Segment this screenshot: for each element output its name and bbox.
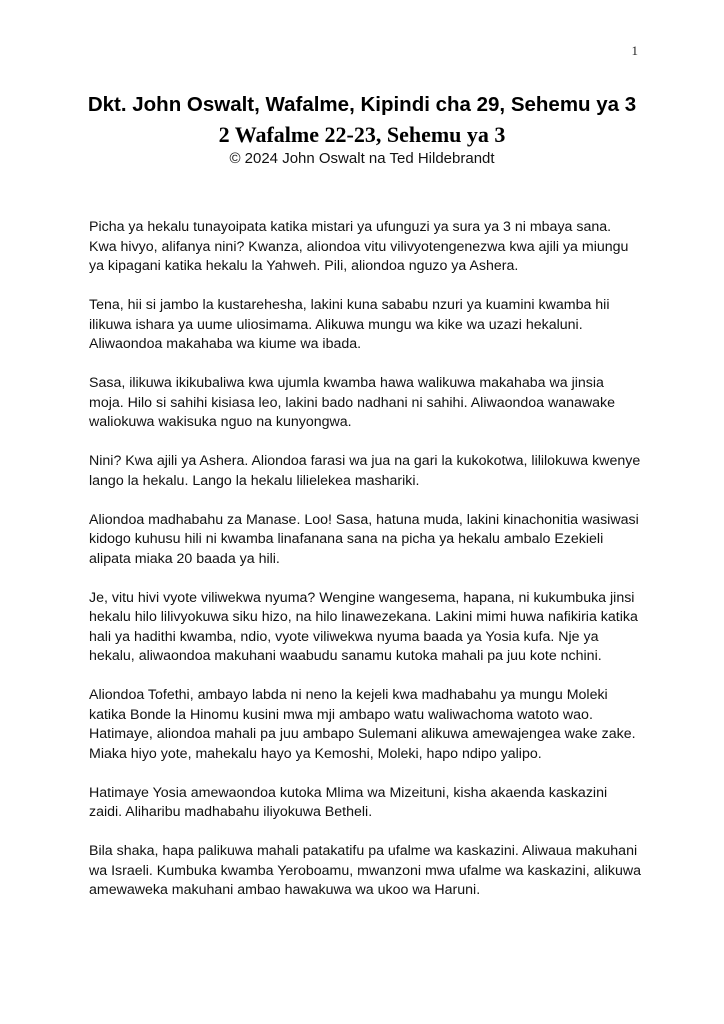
copyright-line: © 2024 John Oswalt na Ted Hildebrandt — [229, 150, 495, 167]
paragraph: Hatimaye Yosia amewaondoa kutoka Mlima wa Mizeituni, kisha akaenda kaskazini zaidi. Aliharibu madhabahu iliyokuwa Betheli. — [89, 784, 608, 820]
paragraph: Aliondoa madhabahu za Manase. Loo! Sasa, hatuna muda, lakini kinachonitia wasiwasi kidogo kuhusu hili ni kwamba linafanana sana na picha ya hekalu ambalo Ezekieli alipata miaka 20 baada ya hili. — [89, 511, 639, 567]
paragraph: Sasa, ilikuwa ikikubaliwa kwa ujumla kwamba hawa walikuwa makahaba wa jinsia moja. Hilo si sahihi kisiasa leo, lakini bado nadhani ni sahihi. Aliwaondoa wanawake waliokuwa wakisuka nguo na kunyongwa. — [89, 375, 616, 430]
document-title: Dkt. John Oswalt, Wafalme, Kipindi cha 29, Sehemu ya 3 — [87, 93, 637, 116]
document-subtitle: 2 Wafalme 22-23, Sehemu ya 3 — [218, 122, 506, 147]
page-number: 1 — [631, 43, 638, 58]
document-body — [89, 218, 641, 920]
paragraph: Aliondoa Tofethi, ambayo labda ni neno la kejeli kwa madhabahu ya mungu Moleki katika Bonde la Hinomu kusini mwa mji ambapo watu waliwachoma watoto wao. Hatimaye, aliondoa mahali pa juu ambapo Sulemani alikuwa amewajengea wake zake. Miaka hiyo yote, mahekalu hayo ya Kemoshi, Moleki, hapo ndipo yalipo. — [89, 687, 636, 762]
paragraph: Picha ya hekalu tunayoipata katika mistari ya ufunguzi ya sura ya 3 ni mbaya sana. Kwa hivyo, alifanya nini? Kwanza, aliondoa vitu vilivyotengenezwa kwa ajili ya miungu ya kipagani katika hekalu la Yahweh. Pili, aliondoa nguzo ya Ashera. — [89, 219, 629, 274]
paragraph: Nini? Kwa ajili ya Ashera. Aliondoa farasi wa jua na gari la kukokotwa, lililokuwa kwenye lango la hekalu. Lango la hekalu lilielekea mashariki. — [89, 453, 641, 489]
document-header — [86, 92, 638, 168]
paragraph: Je, vitu hivi vyote viliwekwa nyuma? Wengine wangesema, hapana, ni kukumbuka jinsi hekalu hilo lilivyokuwa siku hizo, na hilo linawezekana. Lakini mimi huwa nafikiria katika hali ya hadithi kwamba, ndio, vyote viliwekwa nyuma baada ya Yosia kufa. Nje ya hekalu, aliwaondoa makuhani waabudu sanamu kutoka mahali pa juu kote nchini. — [89, 589, 638, 664]
paragraph: Tena, hii si jambo la kustarehesha, lakini kuna sababu nzuri ya kuamini kwamba hii ilikuwa ishara ya uume uliosimama. Alikuwa mungu wa kike wa uzazi hekaluni. Aliwaondoa makahaba wa kiume wa ibada. — [89, 297, 610, 352]
paragraph: Bila shaka, hapa palikuwa mahali patakatifu pa ufalme wa kaskazini. Aliwaua makuhani wa Israeli. Kumbuka kwamba Yeroboamu, mwanzoni mwa ufalme wa kaskazini, alikuwa amewaweka makuhani ambao hawakuwa wa ukoo wa Haruni. — [89, 843, 641, 898]
